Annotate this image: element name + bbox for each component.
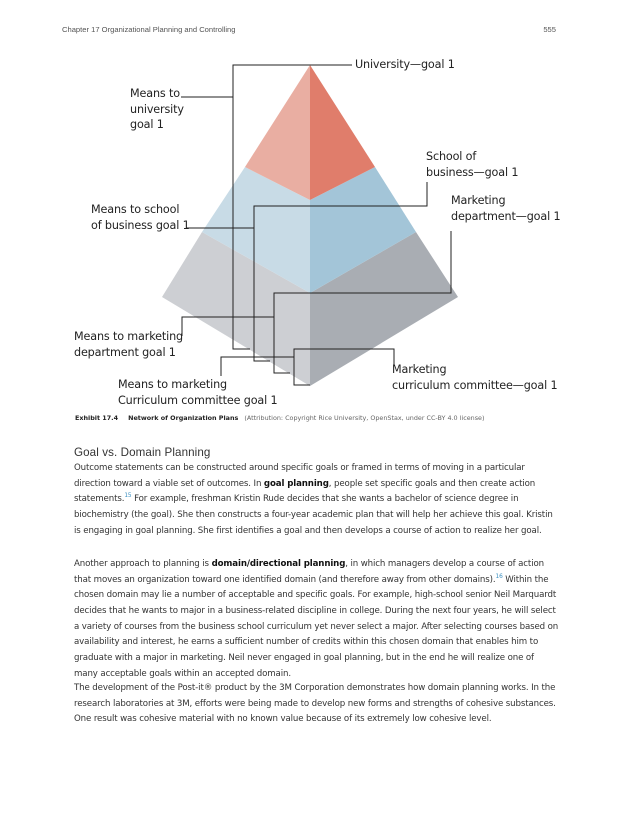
- exhibit-title: Network of Organization Plans: [128, 414, 239, 422]
- label-means-school: [91, 202, 190, 233]
- label-line: Marketing: [392, 363, 447, 376]
- label-line: of business goal 1: [91, 218, 190, 232]
- text-run: For example, freshman Kristin Rude decides that she wants a bachelor of science degree in biochemistry (the goal). She then constructs a four-year academic plan that will help her achieve this goal. Kristin is engaging in goal planning. She first identifies a goal and then develops a course of action to realize her goal.: [74, 494, 553, 536]
- term-goal-planning: goal planning: [263, 478, 329, 489]
- label-line: Means to school: [91, 203, 180, 216]
- label-line: goal 1: [130, 118, 164, 131]
- text-run: , people set specific goals and then create action statements.: [74, 478, 536, 505]
- label-line: university: [130, 102, 184, 116]
- label-line: department goal 1: [74, 345, 176, 359]
- label-line: department—goal 1: [451, 209, 561, 223]
- text-run: Outcome statements can be constructed around specific goals or framed in terms of moving in a particular direction toward a viable set of outcomes. In: [74, 463, 525, 489]
- text-run: , in which managers develop a course of action that moves an organization toward one identified domain (and therefore away from other domains).: [74, 559, 544, 585]
- label-line: Marketing: [451, 194, 506, 207]
- label-line: Means to marketing: [74, 330, 183, 343]
- text-run: Within the chosen domain may lie a number of acceptable and specific goals. For example, high-school senior Neil Marquardt decides that he wants to major in a business-related discipline in college. During the next four years, he will select a variety of courses from the business school curriculum yet never select a major. After selecting courses based on availability and interest, he earns a sufficient number of credits within this chosen domain that enables him to graduate with a major in marketing. Neil never engaged in goal planning, but in the end he will realize one of many acceptable goals within an accepted domain.: [74, 574, 559, 679]
- footnote-link-16[interactable]: 16: [495, 573, 503, 580]
- label-line: School of: [426, 150, 477, 163]
- label-school-goal: [426, 149, 518, 180]
- label-line: Means to: [130, 87, 180, 100]
- exhibit-attribution: (Attribution: Copyright Rice University, OpenStax, under CC-BY 4.0 license): [244, 414, 485, 422]
- text-run: Another approach to planning is: [74, 559, 212, 569]
- term-domain-planning: domain/directional planning: [211, 559, 346, 569]
- section-heading: Goal vs. Domain Planning: [74, 446, 211, 459]
- paragraph-post-it: The development of the Post-it® product by the 3M Corporation demonstrates how domain planning works. In the research laboratories at 3M, efforts were being made to develop new forms and strengths of cohesive substances. One result was cohesive material with no known value because of its extremely low cohesive level.: [74, 683, 556, 725]
- paragraph-domain-planning: [74, 557, 560, 682]
- paragraph-goal-planning: [74, 461, 560, 539]
- label-means-curriculum: [118, 377, 277, 408]
- label-curriculum-goal: [392, 362, 557, 393]
- label-marketing-goal: [451, 193, 560, 224]
- label-line: business—goal 1: [426, 165, 519, 179]
- label-line: Means to marketing: [118, 378, 227, 391]
- footnote-link-15[interactable]: 15: [124, 493, 132, 500]
- page-number: 555: [543, 25, 556, 34]
- label-university-goal: University—goal 1: [355, 58, 455, 71]
- label-line: curriculum committee—goal 1: [392, 378, 558, 392]
- figure-caption: [75, 414, 484, 422]
- label-means-university: [130, 86, 184, 133]
- exhibit-number: Exhibit 17.4: [75, 414, 119, 422]
- chapter-title: Chapter 17 Organizational Planning and Controlling: [62, 25, 236, 34]
- label-means-marketing: [74, 329, 183, 360]
- label-line: Curriculum committee goal 1: [118, 393, 278, 407]
